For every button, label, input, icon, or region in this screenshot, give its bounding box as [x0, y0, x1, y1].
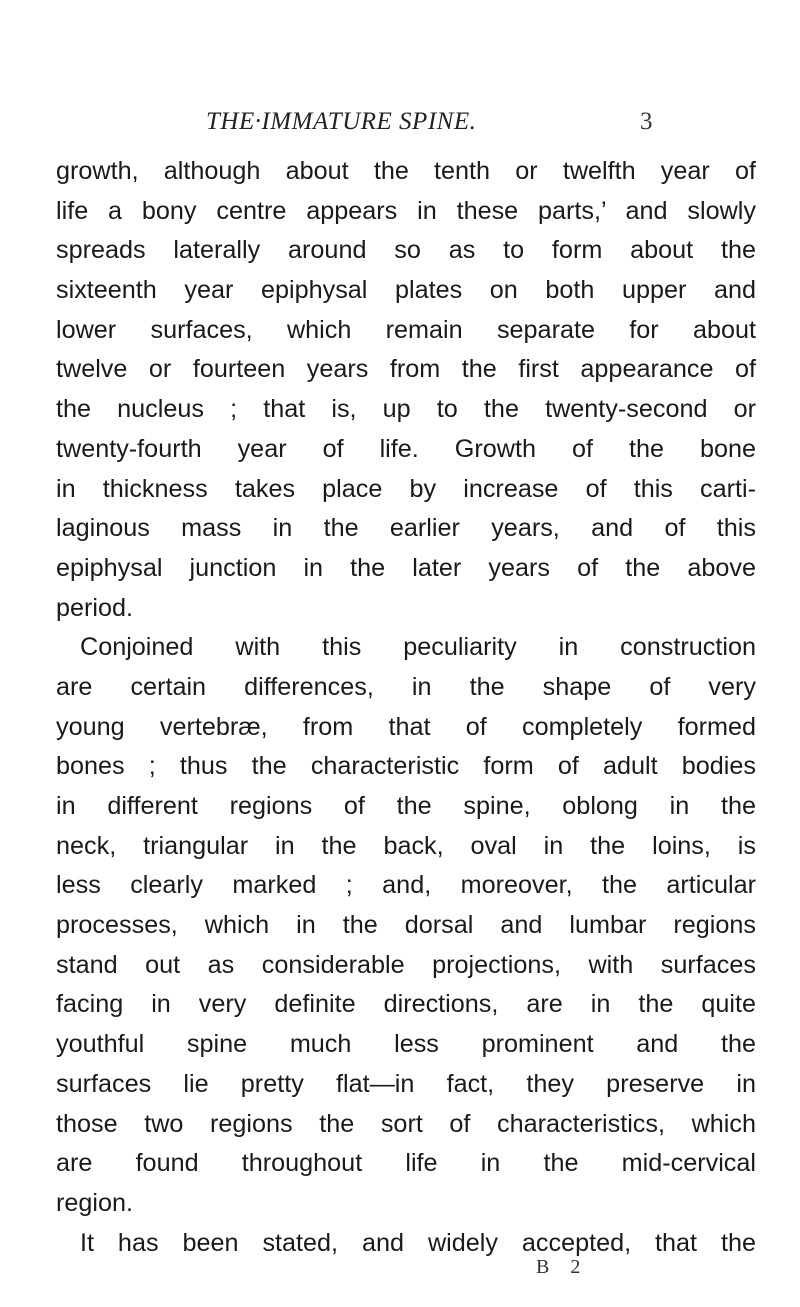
text-line: It has been stated, and widely accepted, that the [80, 1228, 756, 1257]
text-line: period. [56, 593, 134, 622]
text-line: epiphysal junction in the later years of the above [56, 553, 756, 582]
running-title: THE·IMMATURE SPINE. [206, 108, 477, 135]
running-head [0, 108, 800, 148]
body-text [56, 152, 756, 1263]
text-line: life a bony centre appears in these parts,’ and slowly [56, 196, 756, 225]
text-line: in thickness takes place by increase of this carti- [56, 474, 756, 503]
text-line: laginous mass in the earlier years, and of this [56, 514, 756, 543]
text-line: young vertebræ, from that of completely formed [56, 712, 756, 741]
text-line: youthful spine much less prominent and the [56, 1030, 756, 1059]
text-line: stand out as considerable projections, with surfaces [56, 950, 756, 979]
page-number: 3 [640, 108, 653, 135]
text-line: spreads laterally around so as to form about the [56, 236, 756, 265]
text-line: bones ; thus the characteristic form of adult bodies [56, 752, 756, 781]
text-line: twelve or fourteen years from the first appearance of [56, 355, 756, 384]
text-line: the nucleus ; that is, up to the twenty-second or [56, 395, 756, 424]
text-line: are found throughout life in the mid-cervical [56, 1149, 756, 1178]
text-line: growth, although about the tenth or twelfth year of [56, 157, 756, 185]
text-line: those two regions the sort of characteristics, which [56, 1109, 756, 1138]
text-line: surfaces lie pretty flat—in fact, they preserve in [56, 1069, 756, 1098]
text-line: region. [56, 1188, 134, 1217]
text-line: Conjoined with this peculiarity in construction [80, 633, 756, 662]
text-line: are certain differences, in the shape of very [56, 672, 756, 701]
text-line: processes, which in the dorsal and lumbar regions [56, 911, 756, 940]
text-line: in different regions of the spine, oblong in the [56, 792, 756, 820]
text-line: less clearly marked ; and, moreover, the articular [56, 871, 756, 900]
text-line: neck, triangular in the back, oval in the loins, is [56, 831, 756, 860]
text-line: twenty-fourth year of life. Growth of the bone [56, 434, 756, 463]
signature-mark: B 2 [536, 1256, 589, 1278]
text-line: facing in very definite directions, are in the quite [56, 990, 756, 1019]
text-line: sixteenth year epiphysal plates on both upper and [56, 276, 756, 305]
text-line: lower surfaces, which remain separate for about [56, 315, 756, 344]
